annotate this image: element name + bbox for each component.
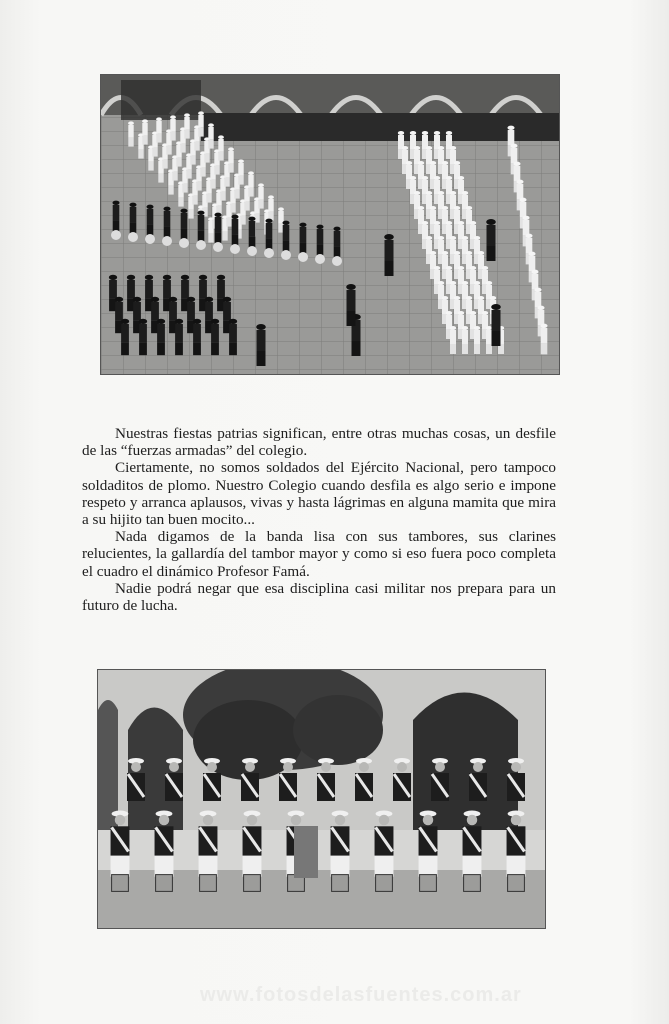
paragraph-4: Nadie podrá negar que esa disciplina casi militar nos prepara para un futuro de lucha. — [82, 579, 556, 615]
band-group-photo — [98, 670, 545, 928]
parade-formation-photo — [101, 75, 559, 374]
paragraph-3: Nada digamos de la banda lisa con sus tambores, sus clarines relucientes, la gallardía del tambor mayor y como si eso fuera poco completa el cuadro el dinámico Profesor Famá. — [82, 528, 556, 580]
paragraph-2: Ciertamente, no somos soldados del Ejército Nacional, pero tampoco soldaditos de plomo. Nuestro Colegio cuando desfila es algo serio e impone respeto y arranca aplausos, vivas y hasta lágrimas en alguna mamita que mira a su hijito tan buen mocito... — [82, 459, 556, 529]
band-photo-image — [98, 670, 545, 928]
watermark-text: www.fotosdelasfuentes.com.ar — [200, 984, 522, 1006]
article-text — [82, 425, 556, 614]
paragraph-1: Nuestras fiestas patrias significan, entre otras muchas cosas, un desfile de las “fuerzas armadas” del colegio. — [82, 425, 556, 460]
parade-photo-image — [101, 75, 559, 374]
